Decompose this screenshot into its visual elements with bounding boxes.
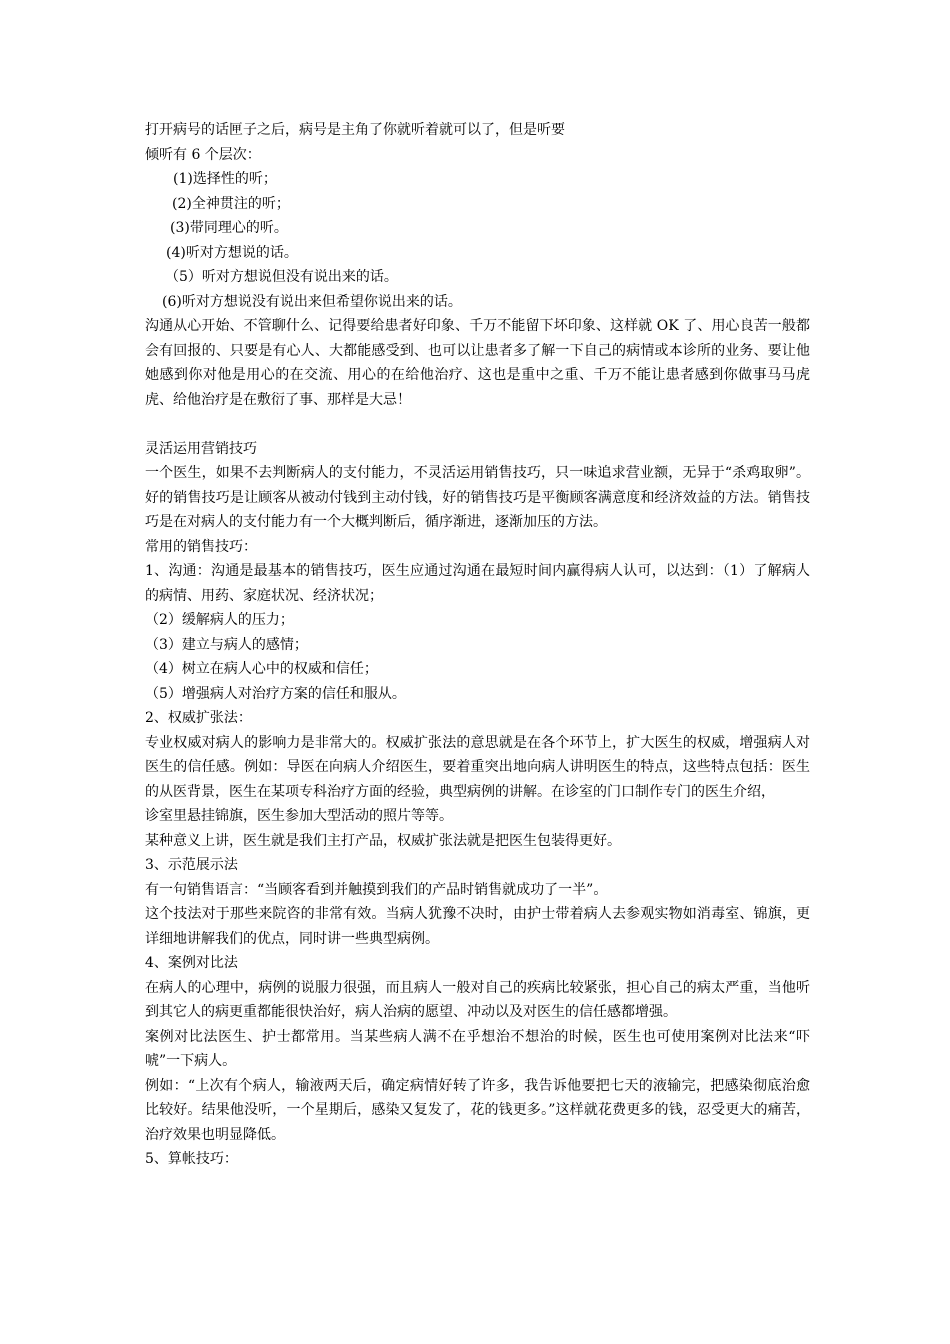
section-heading: 5、算帐技巧： [145, 1151, 238, 1167]
section-heading: 4、案例对比法 [145, 955, 238, 971]
paragraph: 案例对比法医生、护士都常用。当某些病人满不在乎想治不想治的时候，医生也可使用案例对比法来“吓唬”一下病人。 [145, 1028, 810, 1069]
document-body [145, 118, 810, 1172]
paragraph: 1、沟通：沟通是最基本的销售技巧，医生应通过沟通在最短时间内赢得病人认可，以达到：（1）了解病人的病情、用药、家庭状况、经济状况； [145, 563, 810, 604]
section-heading: 灵活运用营销技巧 [145, 440, 257, 457]
list-item: （2）缓解病人的压力； [145, 612, 294, 628]
section-heading: 2、权威扩张法： [145, 710, 252, 726]
list-item: (6)听对方想说没有说出来但希望你说出来的话。 [162, 293, 462, 310]
list-item: (3)带同理心的听。 [170, 220, 288, 236]
blank-line [145, 412, 810, 437]
section-heading: 常用的销售技巧： [145, 538, 257, 555]
list-item: （5）听对方想说但没有说出来的话。 [165, 269, 398, 285]
paragraph: 一个医生，如果不去判断病人的支付能力，不灵活运用销售技巧，只一味追求营业额，无异于“杀鸡取卵”。好的销售技巧是让顾客从被动付钱到主动付钱，好的销售技巧是平衡顾客满意度和经济效益的方法。销售技巧是在对病人的支付能力有一个大概判断后，循序渐进，逐渐加压的方法。 [145, 465, 810, 530]
list-item: (4)听对方想说的话。 [166, 244, 298, 261]
list-item: (1)选择性的听； [173, 171, 277, 187]
paragraph-line: 打开病号的话匣子之后，病号是主角了你就听着就可以了，但是听要 [145, 122, 565, 138]
paragraph-line: 有一句销售语言：“当顾客看到并触摸到我们的产品时销售就成功了一半”。 [145, 881, 608, 898]
paragraph-line: 倾听有 6 个层次： [145, 146, 261, 163]
list-item: （4）树立在病人心中的权威和信任； [145, 661, 378, 677]
paragraph: 专业权威对病人的影响力是非常大的。权威扩张法的意思就是在各个环节上，扩大医生的权威，增强病人对医生的信任感。例如：导医在向病人介绍医生，要着重突出地向病人讲明医生的特点，这些特点包括：医生的从医背景，医生在某项专科治疗方面的经验，典型病例的讲解。在诊室的门口制作专门的医生介绍， [145, 734, 810, 800]
list-item: (2)全神贯注的听； [172, 195, 290, 212]
paragraph: 这个技法对于那些来院咨的非常有效。当病人犹豫不决时，由护士带着病人去参观实物如消毒室、锦旗，更详细地讲解我们的优点，同时讲一些典型病例。 [145, 906, 810, 947]
paragraph: 沟通从心开始、不管聊什么、记得要给患者好印象、千万不能留下坏印象、这样就 OK 了、用心良苦一般都会有回报的、只要是有心人、大都能感受到、也可以让患者多了解一下自己的病情或本诊所的业务、要让他她感到你对他是用心的在交流、用心的在给他治疗、这也是重中之重、千万不能让患者感到你做事马马虎虎、给他治疗是在敷衍了事、那样是大忌！ [145, 318, 810, 408]
paragraph-line: 某种意义上讲，医生就是我们主打产品，权威扩张法就是把医生包装得更好。 [145, 832, 621, 849]
paragraph: 在病人的心理中，病例的说服力很强，而且病人一般对自己的疾病比较紧张，担心自己的病太严重，当他听到其它人的病更重都能很快治好，病人治病的愿望、冲动以及对医生的信任感都增强。 [145, 979, 810, 1020]
paragraph: 例如：“上次有个病人，输液两天后，确定病情好转了许多，我告诉他要把七天的液输完，把感染彻底治愈比较好。结果他没听，一个星期后，感染又复发了，花的钱更多。”这样就花费更多的钱，忍受更大的痛苦，治疗效果也明显降低。 [145, 1077, 810, 1143]
list-item: （5）增强病人对治疗方案的信任和服从。 [145, 685, 406, 702]
paragraph-line: 诊室里悬挂锦旗，医生参加大型活动的照片等等。 [145, 808, 453, 824]
section-heading: 3、示范展示法 [145, 857, 238, 873]
list-item: （3）建立与病人的感情； [145, 636, 308, 653]
